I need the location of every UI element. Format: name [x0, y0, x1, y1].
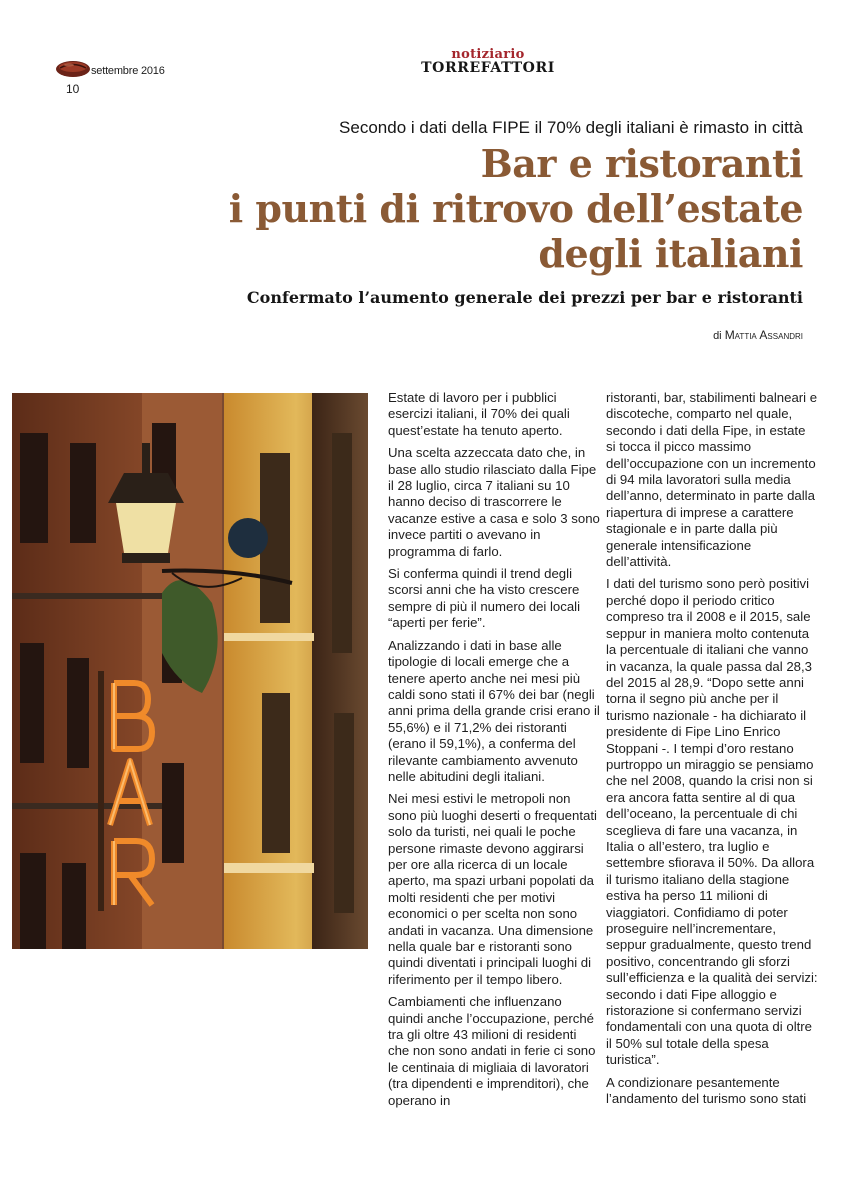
paragraph: A condizionare pesantemente l’andamento del turismo sono stati — [606, 1074, 807, 1107]
paragraph: ristoranti, bar, stabilimenti balneari e discoteche, comparto nel quale, secondo i dati della Fipe, in estate si tocca il picco massimo dell’occupazione con un incremento di 94 mila lavoratori sulla media dell’anno, determinato in parte dalla riapertura di imprese a carattere stagionale e in parte dalla più generale intensificazione dell’attività. — [606, 390, 818, 570]
masthead — [415, 48, 561, 75]
article-column-2 — [606, 390, 818, 1113]
paragraph: I dati del turismo sono però positivi perché dopo il periodo critico compreso tra il 2008 e il 2015, sale seppur in maniera molto contenuta la percentuale di italiani che vanno in vacanza, la quale passa dal 28,3 del 2015 al 28,9. “Dopo sette anni torna il segno più anche per il turismo nazionale - ha dichiarato il presidente di Fipe Lino Enrico Stoppani -. I tempi d’oro restano purtroppo un miraggio se pensiamo che nel 2008, quando la crisi non si era ancora fatta sentire al di qua dell’oceano, la percentuale di chi sceglieva di fare una vacanza, in Italia o all’estero, tra luglio e settembre sfiorava il 50%. Da allora il turismo italiano della stagione estiva ha perso 11 milioni di viaggiatori. Confidiamo di poter proseguire nell’incrementare, seppur gradualmente, questo trend positivo, concentrando gli sforzi sull’efficienza e la qualità dei servizi: secondo i dati Fipe alloggio e ristorazione si confermano servizi fondamentali con una quota di oltre il 50% sul totale della spesa turistica”. — [606, 576, 818, 1068]
page-number: 10 — [66, 82, 80, 96]
article-photo — [12, 393, 368, 949]
article-subhead: Confermato l’aumento generale dei prezzi per bar e ristoranti — [246, 288, 803, 307]
paragraph: Analizzando i dati in base alle tipologie di locali emerge che a tenere aperto anche nei mesi più caldi sono stati il 67% dei bar (negli anni prima della grande crisi erano il 55,6%) e il 71,2% dei ristoranti (erano il 59,1%), a conferma del rilevante cambiamento avvenuto nelle abitudini degli italiani. — [388, 637, 600, 784]
article-column-1 — [388, 390, 600, 1115]
paragraph: Estate di lavoro per i pubblici esercizi italiani, il 70% dei quali quest’estate ha tenuto aperto. — [388, 390, 570, 438]
coffee-bean-logo-icon — [55, 58, 91, 78]
paragraph: Una scelta azzeccata dato che, in base allo studio rilasciato dalla Fipe il 28 luglio, circa 7 italiani su 10 hanno deciso di trascorrere le vacanze estive a casa e solo 3 sono invece partiti o avevano in programma di farlo. — [388, 445, 600, 559]
issue-date: settembre 2016 — [91, 65, 165, 77]
article-headline — [229, 141, 803, 276]
paragraph: Si conferma quindi il trend degli scorsi anni che ha visto crescere sempre di più il numero dei locali “aperti per ferie”. — [388, 566, 581, 631]
headline-line: degli italiani — [538, 231, 803, 276]
masthead-top: notiziario — [451, 47, 525, 62]
headline-line: i punti di ritrovo dell’estate — [228, 186, 803, 231]
paragraph: Nei mesi estivi le metropoli non sono più luoghi deserti o frequentati solo da turisti, nei quali le poche persone rimaste devono aggirarsi per ore alla ricerca di un locale aperto, ma spazi urbani popolati da molti residenti che per motivi economici o per scelta non sono andati in vacanza. Una dimensione nella quale bar e ristoranti sono quindi diventati i principali luoghi di riferimento per il tempo libero. — [388, 791, 597, 987]
headline-line: Bar e ristoranti — [480, 141, 803, 186]
byline-prefix: di — [713, 330, 725, 342]
street-bar-sign-image — [12, 393, 368, 949]
byline — [713, 328, 803, 342]
paragraph: Cambiamenti che influenzano quindi anche l’occupazione, perché tra gli oltre 43 milioni di residenti che non sono andati in ferie ci sono le centinaia di migliaia di lavoratori (tra dipendenti e imprenditori), che operano in — [388, 994, 596, 1108]
article-kicker: Secondo i dati della FIPE il 70% degli italiani è rimasto in città — [339, 118, 803, 137]
author-name: Mattia Assandri — [724, 328, 803, 342]
masthead-bottom: TORREFATTORI — [421, 60, 555, 76]
